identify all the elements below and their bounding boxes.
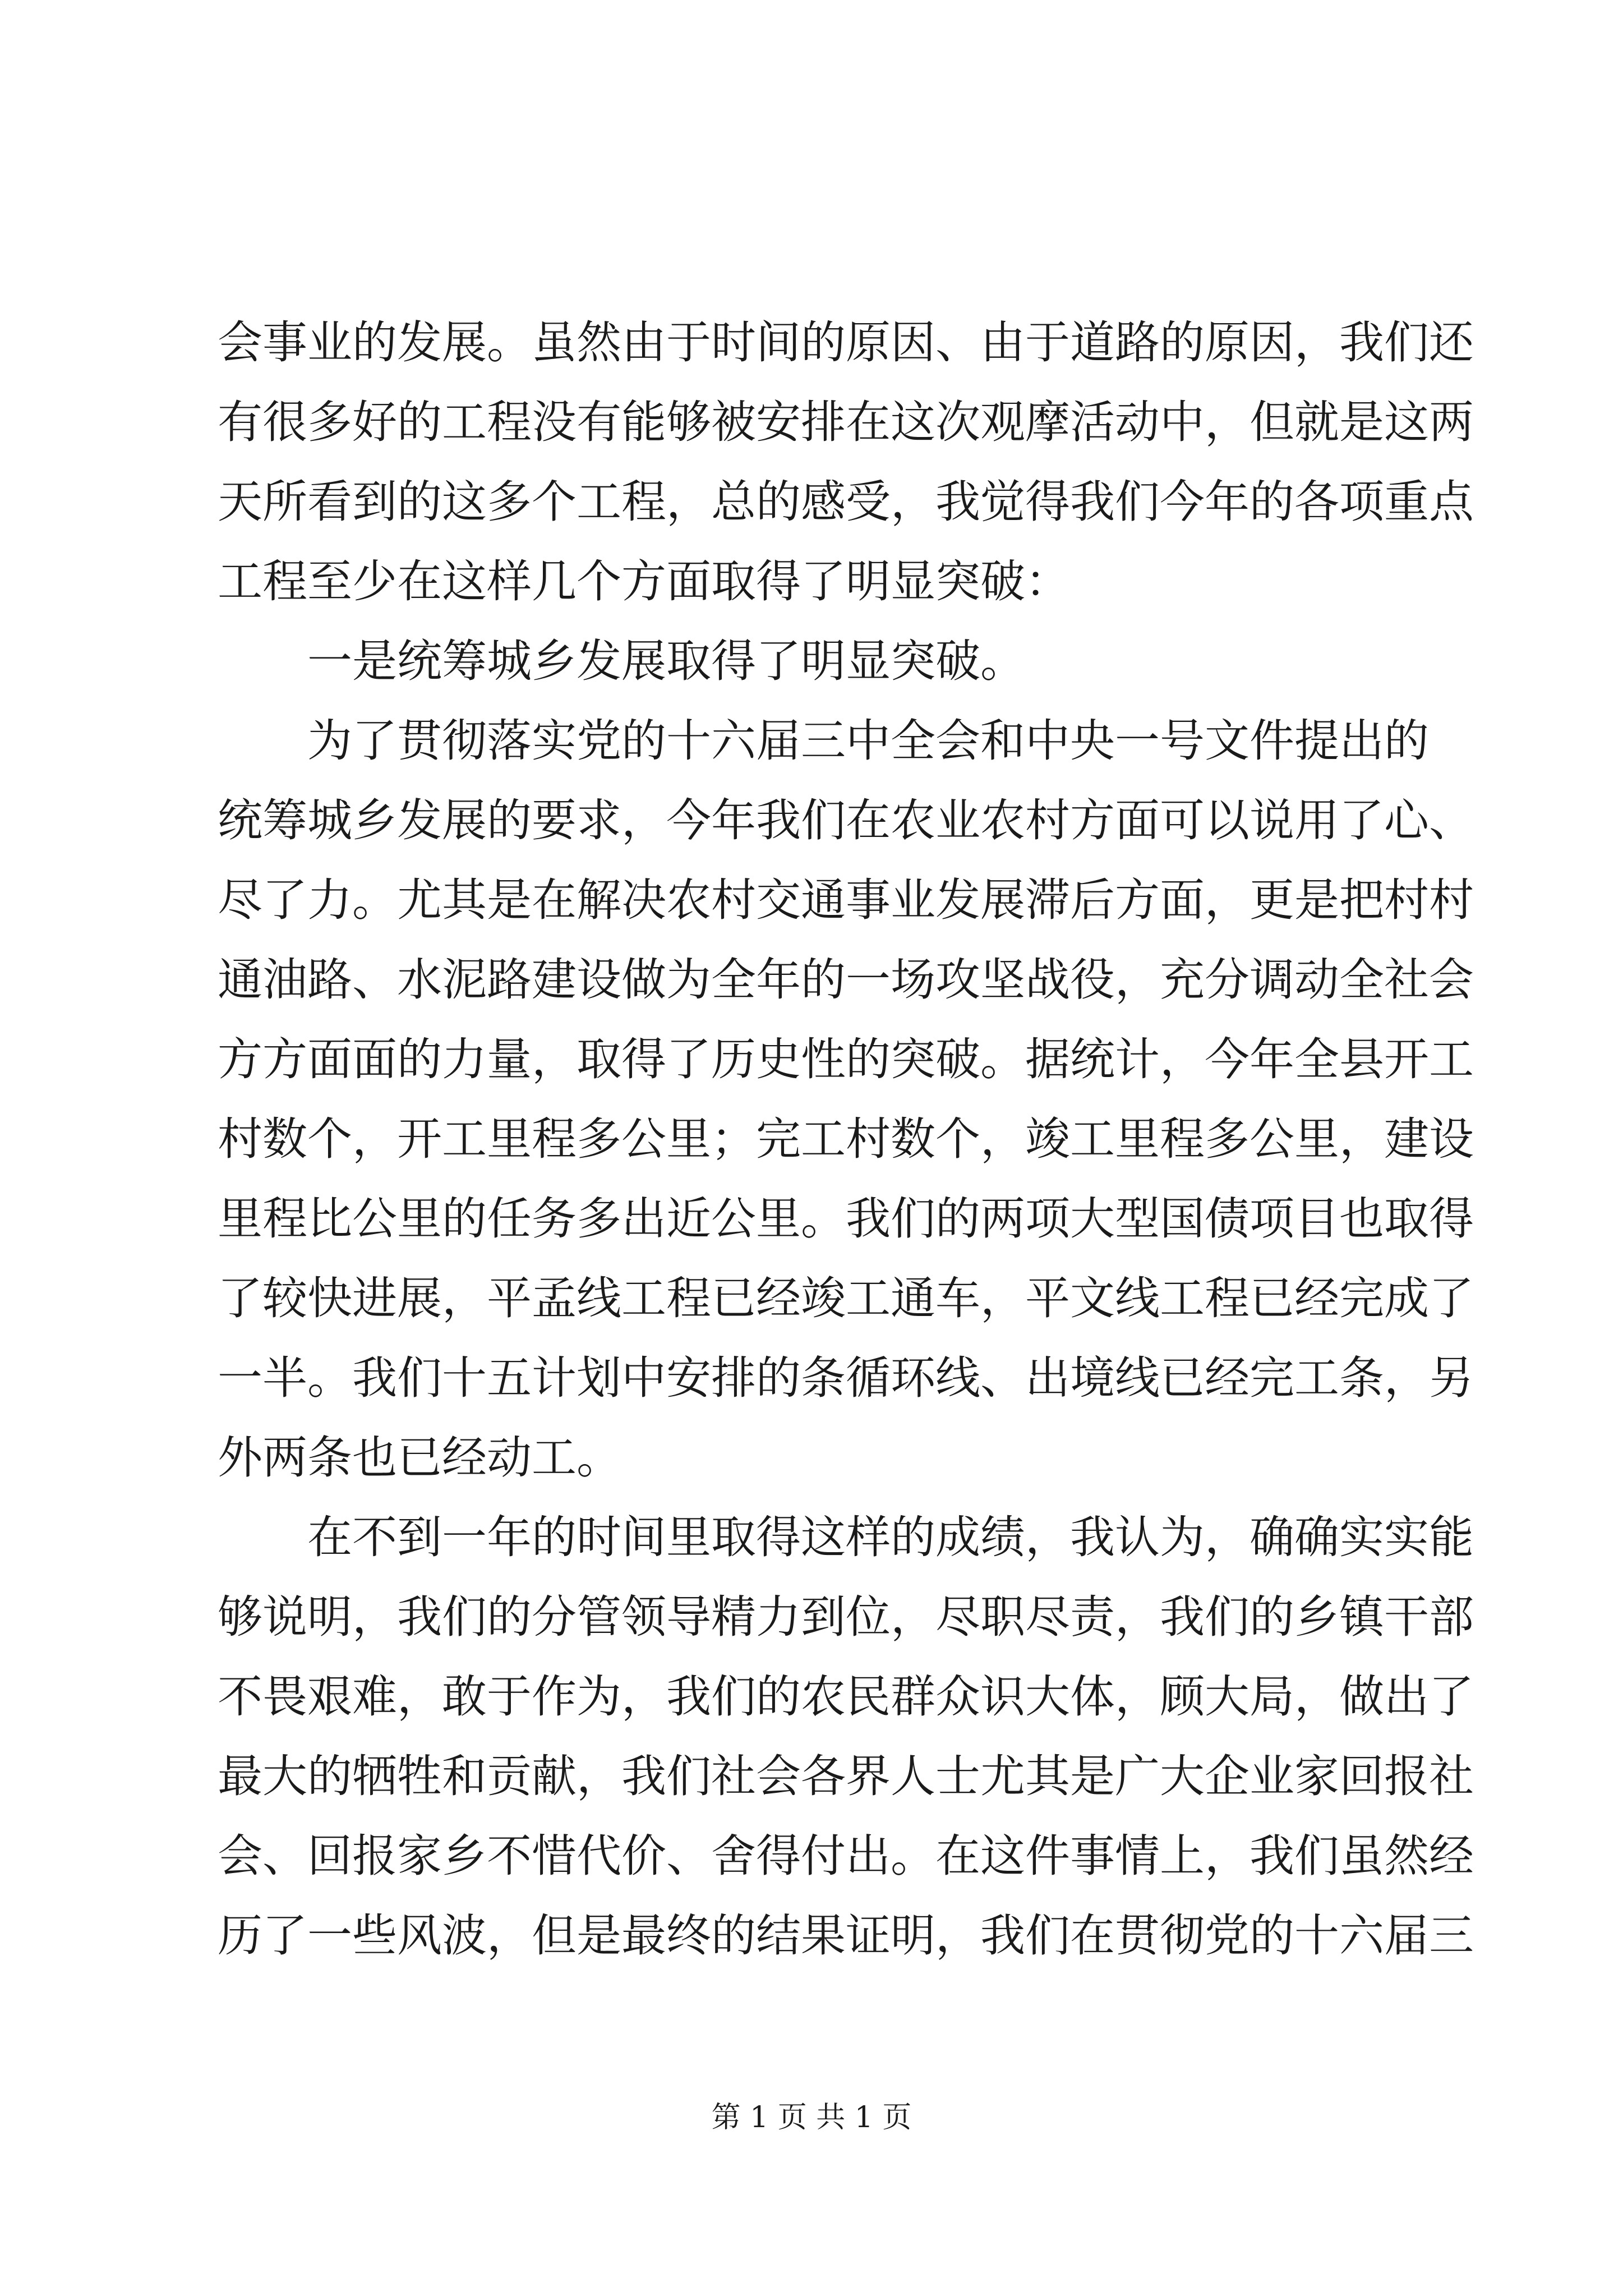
text-line: 工程至少在这样几个方面取得了明显突破： [218,555,1070,608]
text-line: 历了一些风波，但是最终的结果证明，我们在贯彻党的十六届三 [218,1910,1474,1962]
text-line: 统筹城乡发展的要求，今年我们在农业农村方面可以说用了心、 [218,794,1474,846]
text-line: 不畏艰难，敢于作为，我们的农民群众识大体，顾大局，做出了 [218,1671,1474,1723]
text-line: 在不到一年的时间里取得这样的成绩，我认为，确确实实能 [218,1511,1474,1563]
text-line: 有很多好的工程没有能够被安排在这次观摩活动中，但就是这两 [218,396,1474,448]
text-line: 会、回报家乡不惜代价、舍得付出。在这件事情上，我们虽然经 [218,1830,1474,1882]
text-line: 里程比公里的任务多出近公里。我们的两项大型国债项目也取得 [218,1193,1474,1245]
text-line: 为了贯彻落实党的十六届三中全会和中央一号文件提出的 [218,715,1429,767]
text-line: 外两条也已经动工。 [218,1432,621,1484]
text-line: 一半。我们十五计划中安排的条循环线、出境线已经完工条，另 [218,1352,1474,1404]
text-line: 最大的牺牲和贡献，我们社会各界人士尤其是广大企业家回报社 [218,1750,1474,1802]
text-line: 村数个，开工里程多公里；完工村数个，竣工里程多公里，建设 [218,1113,1474,1165]
page-footer: 第 1 页 共 1 页 [711,2101,912,2134]
text-line: 尽了力。尤其是在解决农村交通事业发展滞后方面，更是把村村 [218,874,1474,926]
text-line: 够说明，我们的分管领导精力到位，尽职尽责，我们的乡镇干部 [218,1591,1474,1643]
text-line: 天所看到的这多个工程，总的感受，我觉得我们今年的各项重点 [218,476,1474,528]
text-line: 会事业的发展。虽然由于时间的原因、由于道路的原因，我们还 [218,316,1474,369]
text-line: 通油路、水泥路建设做为全年的一场攻坚战役，充分调动全社会 [218,954,1474,1006]
document-body [218,303,1474,1976]
section-heading: 一是统筹城乡发展取得了明显突破。 [218,635,1025,687]
text-line: 了较快进展，平孟线工程已经竣工通车，平文线工程已经完成了 [218,1272,1474,1324]
text-line: 方方面面的力量，取得了历史性的突破。据统计，今年全县开工 [218,1033,1474,1085]
